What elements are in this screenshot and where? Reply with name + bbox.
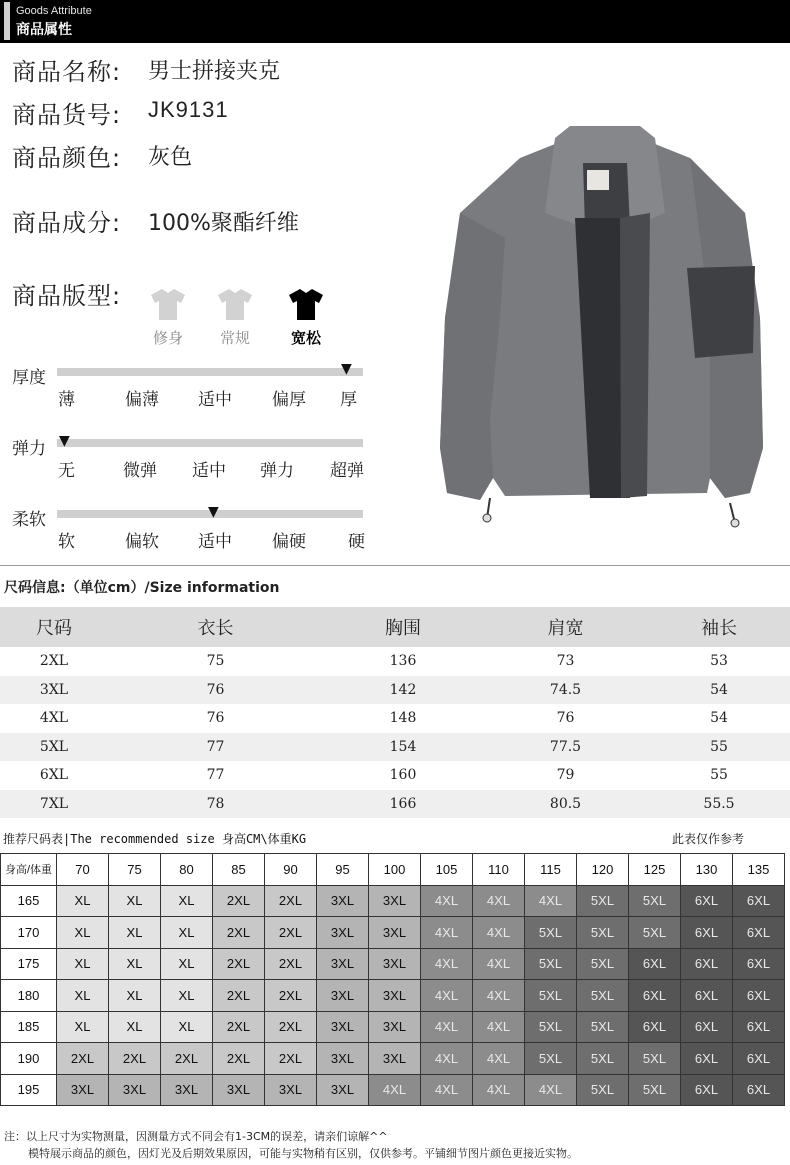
fit-option-loose (285, 287, 327, 348)
size-cell: 74.5 (483, 676, 648, 705)
weight-header: 130 (681, 854, 733, 886)
recommend-cell: 3XL (213, 1074, 265, 1106)
recommend-cell: 3XL (369, 980, 421, 1012)
recommend-row (1, 1043, 785, 1075)
recommend-cell: 3XL (317, 1043, 369, 1075)
size-cell: 154 (323, 733, 483, 762)
recommend-cell: 6XL (681, 1043, 733, 1075)
fit-option-label: 宽松 (290, 329, 321, 347)
size-table-header: 袖长 (648, 607, 790, 647)
size-table-row (0, 704, 790, 733)
size-cell: 76 (108, 676, 323, 705)
footnote: 注：以上尺寸为实物测量，因测量方式不同会有1-3CM的误差，请亲们谅解^^ (4, 1130, 388, 1143)
recommend-cell: 3XL (369, 948, 421, 980)
section-divider (0, 565, 790, 566)
size-cell: 79 (556, 767, 575, 784)
section-header (0, 0, 790, 43)
recommend-row (1, 948, 785, 980)
scale-elasticity-label: 弹力 (12, 439, 46, 459)
size-cell: 54 (648, 676, 790, 705)
recommend-cell: 4XL (473, 917, 525, 949)
scale-tick: 超弹 (330, 461, 364, 481)
size-table-row (0, 790, 790, 819)
recommend-cell: 5XL (629, 885, 681, 917)
recommend-cell: 4XL (473, 1074, 525, 1106)
scale-softness-label: 柔软 (12, 510, 46, 530)
recommend-cell: 3XL (369, 1011, 421, 1043)
size-table (0, 607, 790, 818)
size-table-header: 胸围 (323, 607, 483, 647)
tshirt-icon (216, 287, 254, 321)
scale-tick: 适中 (198, 532, 232, 552)
size-cell: 148 (389, 710, 417, 727)
recommend-cell: 2XL (213, 948, 265, 980)
scale-tick: 弹力 (260, 461, 294, 481)
recommend-cell: XL (161, 917, 213, 949)
fit-option-label: 修身 (152, 329, 183, 347)
recommend-table (0, 853, 785, 1106)
attr-sku-value: JK9131 (148, 97, 229, 122)
scale-tick: 无 (58, 461, 75, 481)
recommend-cell: 3XL (317, 1074, 369, 1106)
recommend-cell: 6XL (629, 1011, 681, 1043)
scale-tick: 适中 (192, 461, 226, 481)
recommend-cell: 5XL (525, 917, 577, 949)
size-cell: 76 (556, 710, 575, 727)
weight-header: 70 (57, 854, 109, 886)
weight-header: 95 (317, 854, 369, 886)
recommend-cell: 5XL (525, 1011, 577, 1043)
recommend-cell: XL (109, 948, 161, 980)
scale-thickness-label: 厚度 (12, 368, 46, 388)
recommend-cell: 2XL (213, 885, 265, 917)
size-table-header-row (0, 607, 790, 647)
recommend-cell: XL (109, 885, 161, 917)
weight-header: 75 (109, 854, 161, 886)
recommend-cell: 5XL (629, 917, 681, 949)
recommend-title: 推荐尺码表|The recommended size 身高CM\体重KG (3, 832, 307, 846)
chevron-down-icon: ▼ (59, 433, 70, 449)
recommend-cell: 5XL (577, 948, 629, 980)
recommend-corner: 身高/体重 (1, 854, 57, 886)
recommend-cell: 6XL (733, 917, 785, 949)
recommend-cell: 4XL (369, 1074, 421, 1106)
recommend-cell: 2XL (265, 980, 317, 1012)
weight-header: 105 (421, 854, 473, 886)
recommend-cell: 6XL (733, 980, 785, 1012)
header-title-cn: 商品属性 (16, 22, 72, 38)
recommend-cell: 3XL (369, 1043, 421, 1075)
recommend-cell: XL (109, 980, 161, 1012)
recommend-cell: 6XL (733, 1043, 785, 1075)
recommend-cell: 5XL (525, 948, 577, 980)
recommend-cell: 5XL (577, 1074, 629, 1106)
recommend-cell: 3XL (369, 885, 421, 917)
recommend-cell: XL (57, 917, 109, 949)
scale-tick: 偏硬 (272, 532, 306, 552)
size-cell: 77.5 (483, 733, 648, 762)
height-header: 170 (1, 917, 57, 949)
scale-tick: 硬 (348, 532, 365, 552)
recommend-cell: 2XL (213, 1043, 265, 1075)
recommend-cell: XL (109, 1011, 161, 1043)
scale-tick: 薄 (58, 390, 75, 410)
recommend-cell: 3XL (317, 885, 369, 917)
recommend-cell: 4XL (421, 917, 473, 949)
attr-name-label: 商品名称: (12, 58, 122, 86)
recommend-cell: 3XL (57, 1074, 109, 1106)
recommend-cell: 5XL (577, 1043, 629, 1075)
size-table-header: 衣长 (108, 607, 323, 647)
recommend-cell: 4XL (525, 885, 577, 917)
tshirt-icon (149, 287, 187, 321)
size-cell: 77 (206, 767, 225, 784)
scale-tick: 软 (58, 532, 75, 552)
recommend-cell: 6XL (681, 917, 733, 949)
size-cell: 55.5 (648, 790, 790, 819)
scale-tick: 偏薄 (125, 390, 159, 410)
chevron-down-icon: ▼ (341, 361, 352, 377)
weight-header: 100 (369, 854, 421, 886)
recommend-cell: 6XL (733, 1011, 785, 1043)
recommend-cell: 4XL (421, 885, 473, 917)
weight-header: 125 (629, 854, 681, 886)
size-table-row (0, 647, 790, 676)
scale-thickness-bar (57, 368, 363, 376)
size-table-row (0, 761, 790, 790)
size-cell: 53 (710, 653, 728, 670)
recommend-cell: 6XL (681, 1011, 733, 1043)
size-cell: 55 (710, 767, 728, 784)
size-cell: 5XL (0, 733, 108, 762)
fit-option-regular (214, 287, 256, 348)
attr-color-label: 商品颜色: (12, 144, 122, 172)
recommend-cell: 4XL (473, 1011, 525, 1043)
size-cell: 77 (108, 733, 323, 762)
recommend-cell: XL (57, 948, 109, 980)
recommend-cell: 3XL (317, 1011, 369, 1043)
size-cell: 142 (323, 676, 483, 705)
recommend-cell: 5XL (629, 1043, 681, 1075)
size-table-row (0, 676, 790, 705)
weight-header: 85 (213, 854, 265, 886)
recommend-cell: 2XL (265, 917, 317, 949)
recommend-cell: XL (109, 917, 161, 949)
recommend-cell: 6XL (733, 1074, 785, 1106)
recommend-cell: XL (161, 948, 213, 980)
product-image (425, 118, 785, 528)
recommend-cell: 2XL (265, 1043, 317, 1075)
recommend-cell: 4XL (473, 1043, 525, 1075)
size-cell: 6XL (39, 767, 69, 784)
recommend-cell: 4XL (525, 1074, 577, 1106)
recommend-cell: 2XL (265, 1011, 317, 1043)
height-header: 190 (1, 1043, 57, 1075)
fit-option-label: 常规 (219, 329, 250, 347)
recommend-cell: 4XL (421, 948, 473, 980)
recommend-cell: XL (161, 980, 213, 1012)
weight-header: 110 (473, 854, 525, 886)
recommend-cell: 2XL (109, 1043, 161, 1075)
recommend-cell: 6XL (733, 948, 785, 980)
size-table-header: 尺码 (0, 607, 108, 647)
recommend-cell: 2XL (213, 980, 265, 1012)
recommend-cell: 2XL (57, 1043, 109, 1075)
recommend-header-row (1, 854, 785, 886)
recommend-cell: 5XL (577, 917, 629, 949)
recommend-cell: 5XL (525, 1043, 577, 1075)
chevron-down-icon: ▼ (208, 504, 219, 520)
scale-tick: 厚 (340, 390, 357, 410)
recommend-cell: XL (57, 885, 109, 917)
recommend-note: 此表仅作参考 (672, 832, 745, 846)
size-cell: 7XL (0, 790, 108, 819)
recommend-cell: 5XL (629, 1074, 681, 1106)
recommend-cell: 6XL (629, 948, 681, 980)
recommend-cell: 4XL (473, 948, 525, 980)
recommend-cell: XL (57, 980, 109, 1012)
recommend-cell: 3XL (369, 917, 421, 949)
recommend-cell: XL (161, 885, 213, 917)
weight-header: 115 (525, 854, 577, 886)
size-cell: 75 (206, 653, 225, 670)
tshirt-icon (287, 287, 325, 321)
recommend-cell: 2XL (265, 948, 317, 980)
recommend-cell: XL (161, 1011, 213, 1043)
recommend-cell: 4XL (473, 885, 525, 917)
size-cell: 55 (648, 733, 790, 762)
fit-option-slim (147, 287, 189, 348)
recommend-cell: 3XL (317, 948, 369, 980)
recommend-row (1, 1074, 785, 1106)
attr-material-value: 100%聚酯纤维 (148, 211, 299, 236)
size-cell: 4XL (39, 710, 69, 727)
recommend-cell: 2XL (213, 1011, 265, 1043)
attr-color-value: 灰色 (148, 145, 193, 170)
recommend-cell: 5XL (577, 980, 629, 1012)
header-title-en: Goods Attribute (16, 5, 92, 17)
weight-header: 120 (577, 854, 629, 886)
recommend-cell: 2XL (265, 885, 317, 917)
scale-tick: 偏厚 (272, 390, 306, 410)
recommend-cell: 6XL (629, 980, 681, 1012)
size-cell: 3XL (0, 676, 108, 705)
footnote: 模特展示商品的颜色，因灯光及后期效果原因，可能与实物稍有区别，仅供参考。平铺细节图片颜色更接近实物。 (28, 1147, 578, 1160)
recommend-cell: 4XL (421, 1074, 473, 1106)
recommend-cell: XL (57, 1011, 109, 1043)
size-cell: 76 (206, 710, 225, 727)
recommend-cell: 6XL (681, 948, 733, 980)
size-cell: 78 (108, 790, 323, 819)
recommend-cell: 3XL (317, 917, 369, 949)
recommend-cell: 5XL (577, 885, 629, 917)
recommend-cell: 3XL (161, 1074, 213, 1106)
weight-header: 80 (161, 854, 213, 886)
recommend-cell: 6XL (681, 885, 733, 917)
attr-material-label: 商品成分: (12, 209, 122, 237)
recommend-cell: 4XL (421, 1011, 473, 1043)
attr-fit-label: 商品版型: (12, 282, 122, 310)
recommend-cell: 3XL (109, 1074, 161, 1106)
recommend-cell: 4XL (421, 980, 473, 1012)
recommend-cell: 6XL (681, 980, 733, 1012)
attr-name-value: 男士拼接夹克 (148, 59, 281, 84)
height-header: 195 (1, 1074, 57, 1106)
scale-tick: 适中 (198, 390, 232, 410)
recommend-cell: 5XL (525, 980, 577, 1012)
recommend-cell: 5XL (577, 1011, 629, 1043)
recommend-row (1, 885, 785, 917)
weight-header: 135 (733, 854, 785, 886)
size-table-row (0, 733, 790, 762)
recommend-cell: 3XL (265, 1074, 317, 1106)
recommend-cell: 4XL (421, 1043, 473, 1075)
size-cell: 80.5 (483, 790, 648, 819)
height-header: 165 (1, 885, 57, 917)
header-accent-bar (4, 2, 10, 40)
size-cell: 2XL (39, 653, 69, 670)
size-cell: 160 (389, 767, 417, 784)
size-cell: 73 (556, 653, 575, 670)
recommend-cell: 2XL (213, 917, 265, 949)
recommend-cell: 3XL (317, 980, 369, 1012)
recommend-row (1, 1011, 785, 1043)
height-header: 175 (1, 948, 57, 980)
size-cell: 136 (389, 653, 417, 670)
recommend-row (1, 917, 785, 949)
recommend-cell: 2XL (161, 1043, 213, 1075)
scale-elasticity-bar (57, 439, 363, 447)
size-cell: 166 (323, 790, 483, 819)
height-header: 185 (1, 1011, 57, 1043)
height-header: 180 (1, 980, 57, 1012)
size-info-title: 尺码信息:（单位cm）/Size information (4, 580, 280, 596)
recommend-row (1, 980, 785, 1012)
recommend-cell: 4XL (473, 980, 525, 1012)
scale-tick: 偏软 (125, 532, 159, 552)
scale-tick: 微弹 (123, 461, 157, 481)
recommend-cell: 6XL (733, 885, 785, 917)
attr-sku-label: 商品货号: (12, 101, 122, 129)
weight-header: 90 (265, 854, 317, 886)
size-table-header: 肩宽 (483, 607, 648, 647)
size-cell: 54 (710, 710, 728, 727)
recommend-cell: 6XL (681, 1074, 733, 1106)
